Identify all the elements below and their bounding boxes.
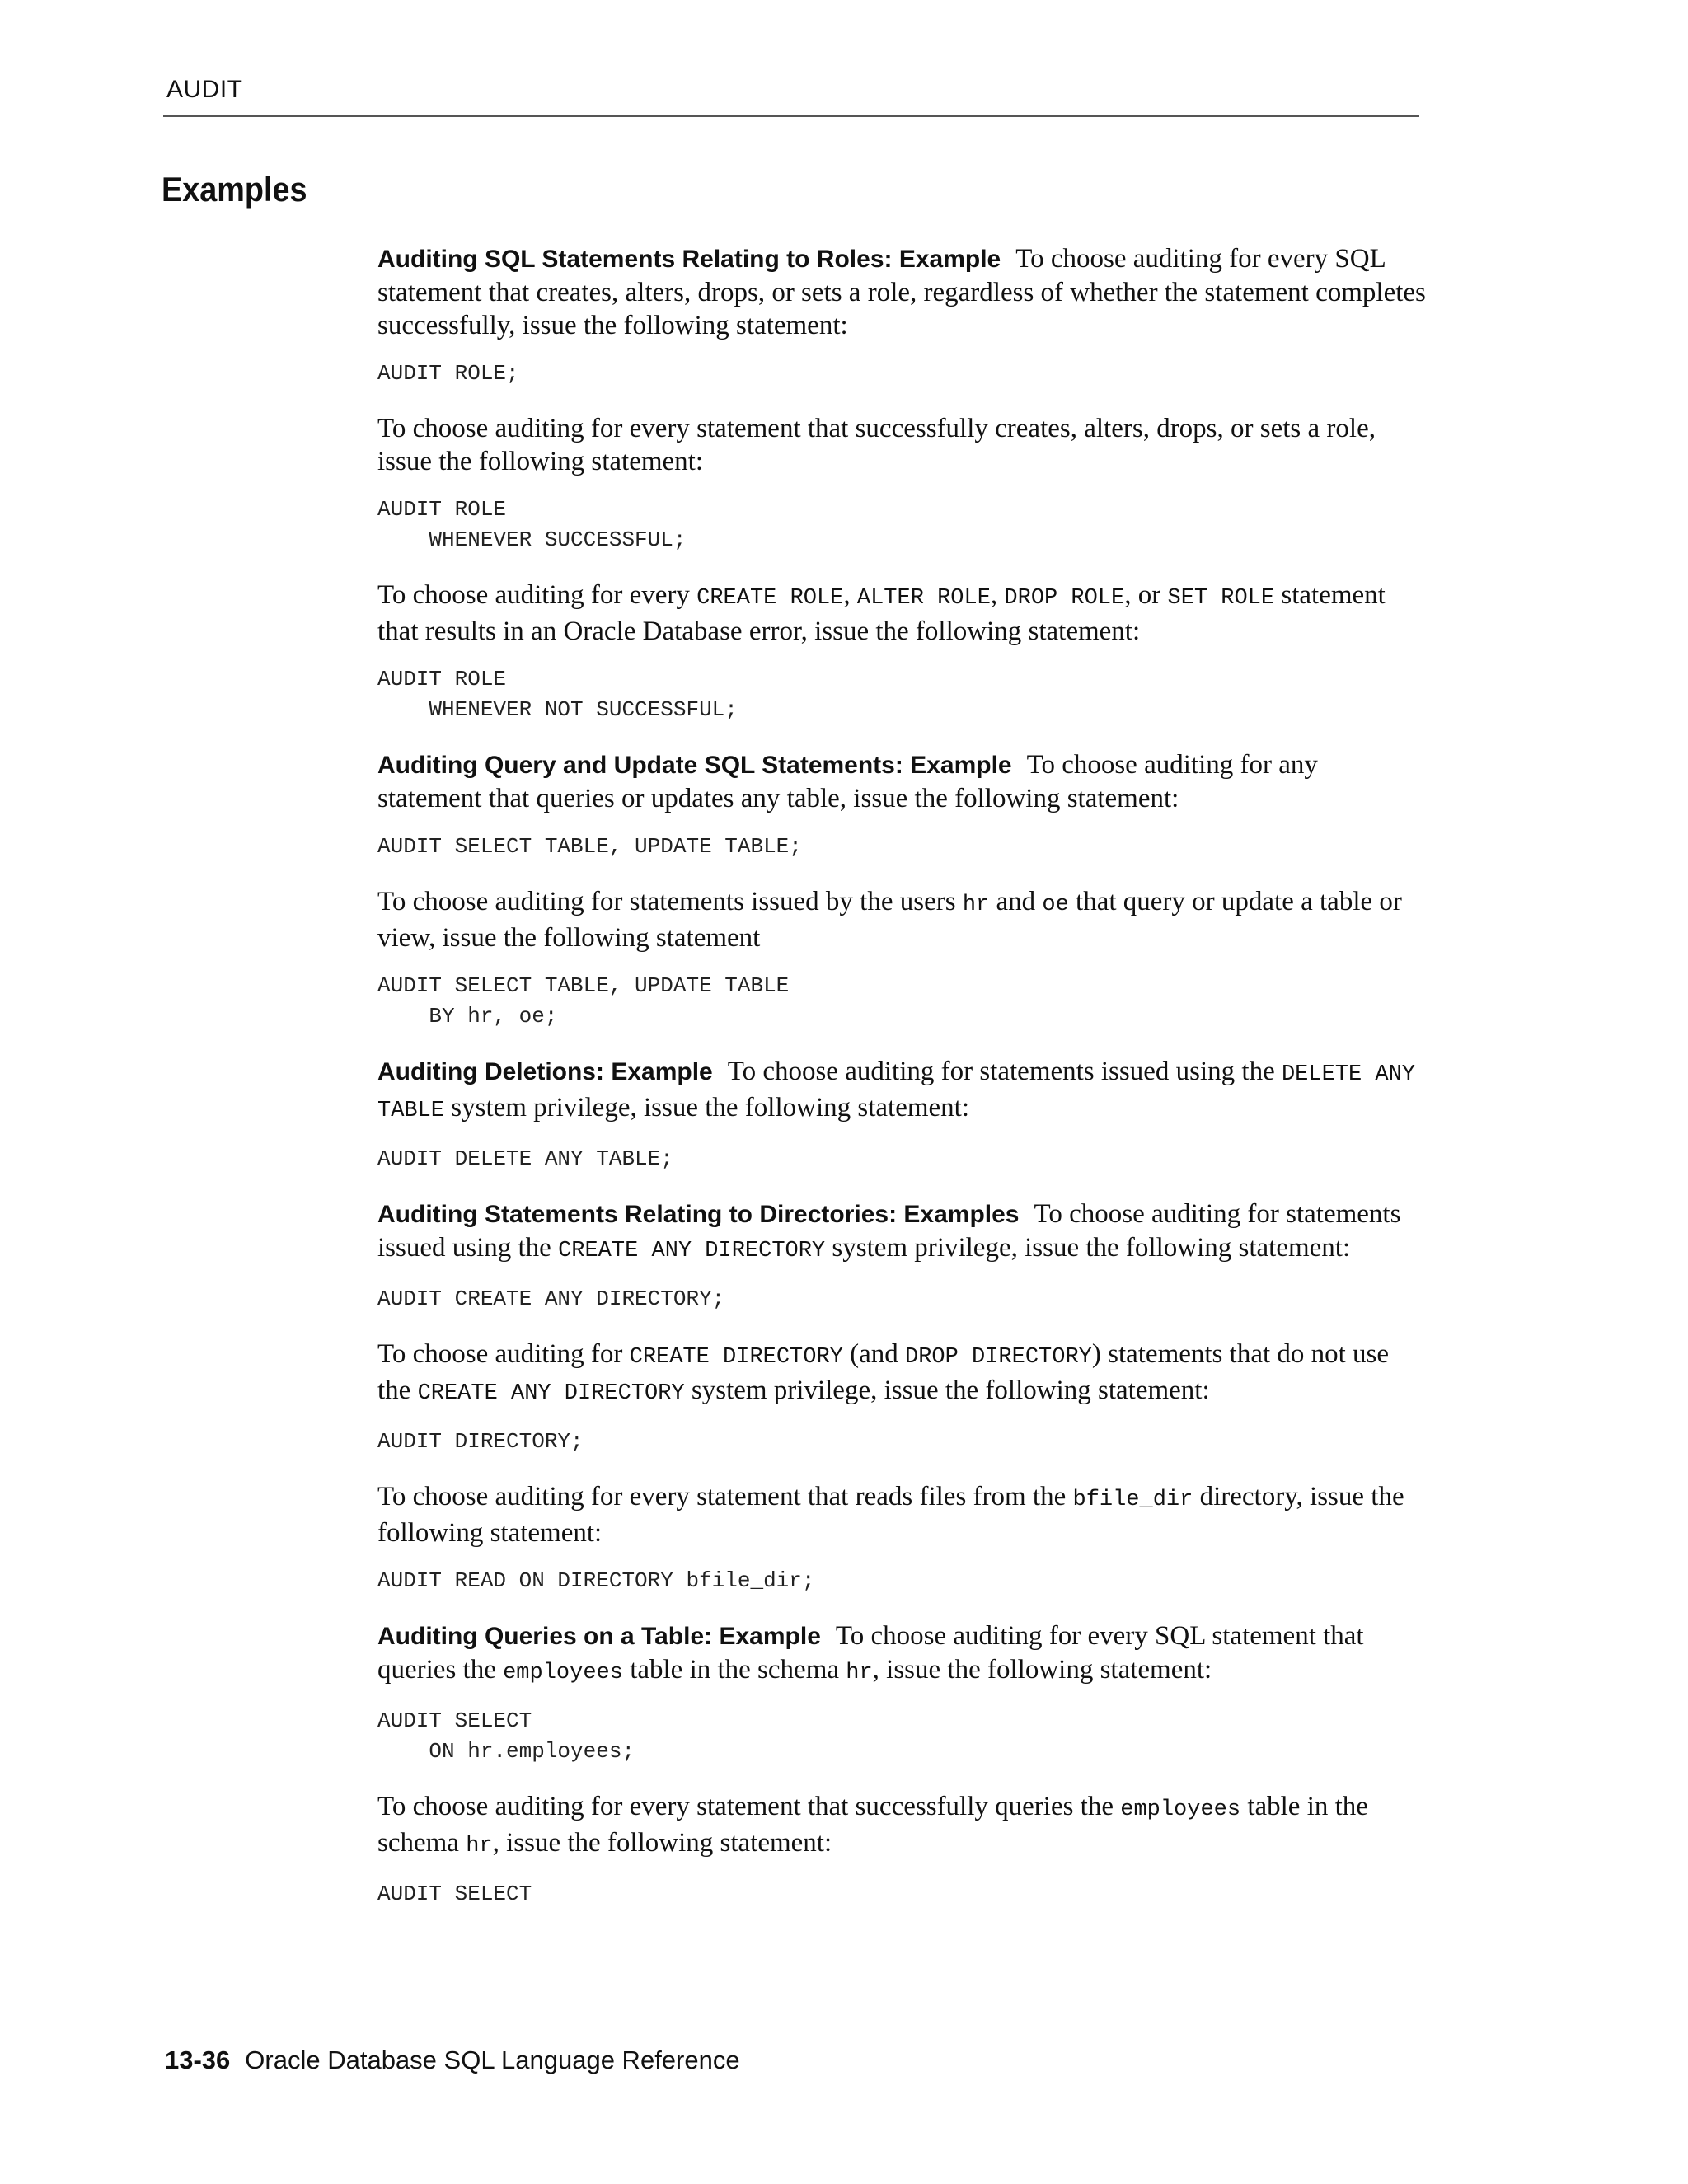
inline-code: DELETE ANY TABLE [377,1062,1415,1123]
code-block: AUDIT DIRECTORY; [377,1429,584,1454]
inline-code: CREATE DIRECTORY [629,1345,843,1370]
paragraph: To choose auditing for every statement that reads files from the bfile_dir directory, issue the following statement: [377,1482,1404,1548]
code-block: AUDIT DELETE ANY TABLE; [377,1146,673,1171]
paragraph: To choose auditing for every statement that successfully creates, alters, drops, or sets a role, issue the following statement: [377,414,1376,476]
code-block: AUDIT SELECT TABLE, UPDATE TABLE; [377,834,802,859]
example-deletions-intro: Auditing Deletions: Example To choose auditing for statements issued using the DELETE ANY TABLE system privilege, issue the following statement: [377,1057,1415,1123]
example-roles-intro: Auditing SQL Statements Relating to Roles: Example To choose auditing for every SQL statement that creates, alters, drops, or sets a role, regardless of whether the statement completes successfully, issue the following statement: [377,244,1426,340]
page-footer [165,2046,740,2075]
paragraph: To choose auditing for statements issued by the users hr and oe that query or update a table or view, issue the following statement [377,887,1402,953]
code-block: AUDIT ROLE WHENEVER SUCCESSFUL; [377,497,687,552]
code-block: AUDIT ROLE WHENEVER NOT SUCCESSFUL; [377,667,738,722]
book-title: Oracle Database SQL Language Reference [245,2046,740,2074]
example-heading-deletions: Auditing Deletions: Example [377,1058,713,1085]
inline-code: hr [846,1661,873,1685]
example-query-update-intro: Auditing Query and Update SQL Statements: Example To choose auditing for any statement that queries or updates any table, issue the following statement: [377,750,1318,813]
running-head: AUDIT [166,76,243,103]
code-block: AUDIT READ ON DIRECTORY bfile_dir; [377,1568,815,1593]
example-heading-table-queries: Auditing Queries on a Table: Example [377,1623,821,1650]
code-block: AUDIT ROLE; [377,361,519,386]
paragraph: To choose auditing for every statement that successfully queries the employees table in the schema hr, issue the following statement: [377,1792,1368,1858]
inline-code: employees [503,1661,623,1685]
inline-code: SET ROLE [1167,586,1275,611]
examples-content [377,242,1428,1933]
code-block: AUDIT SELECT TABLE, UPDATE TABLE BY hr, oe; [377,973,790,1029]
header-rule [163,115,1419,117]
inline-code: ALTER ROLE [856,586,991,611]
code-block: AUDIT CREATE ANY DIRECTORY; [377,1286,725,1311]
example-directories-intro: Auditing Statements Relating to Directories: Examples To choose auditing for statements issued using the CREATE ANY DIRECTORY system privilege, issue the following statement: [377,1199,1401,1263]
inline-code: CREATE ANY DIRECTORY [558,1239,826,1263]
code-block: AUDIT SELECT ON hr.employees; [377,1708,635,1764]
inline-code: hr [466,1834,493,1858]
example-heading-query-update: Auditing Query and Update SQL Statements: Example [377,752,1012,779]
code-block: AUDIT SELECT [377,1882,532,1906]
section-title: Examples [162,170,307,209]
example-heading-directories: Auditing Statements Relating to Directories: Examples [377,1201,1020,1228]
inline-code: oe [1042,893,1069,917]
inline-code: employees [1120,1797,1241,1822]
page-number: 13-36 [165,2046,231,2074]
inline-code: CREATE ROLE [696,586,844,611]
inline-code: DROP DIRECTORY [905,1345,1092,1370]
example-heading-roles: Auditing SQL Statements Relating to Roles: Example [377,246,1001,273]
inline-code: CREATE ANY DIRECTORY [417,1381,685,1406]
paragraph: To choose auditing for CREATE DIRECTORY (and DROP DIRECTORY) statements that do not use the CREATE ANY DIRECTORY system privilege, issue the following statement: [377,1339,1390,1406]
inline-code: DROP ROLE [1004,586,1125,611]
example-table-queries-intro: Auditing Queries on a Table: Example To choose auditing for every SQL statement that queries the employees table in the schema hr, issue the following statement: [377,1621,1364,1685]
paragraph: To choose auditing for every CREATE ROLE, ALTER ROLE, DROP ROLE, or SET ROLE statement that results in an Oracle Database error, issue the following statement: [377,580,1386,646]
inline-code: hr [962,893,990,917]
inline-code: bfile_dir [1072,1488,1193,1512]
